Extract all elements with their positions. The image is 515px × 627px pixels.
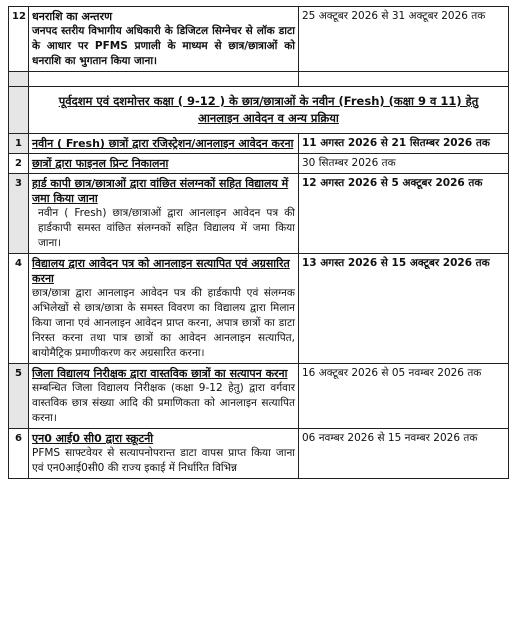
row-number: 6 (9, 429, 29, 479)
table-row (9, 429, 509, 479)
row-number: 1 (9, 134, 29, 154)
spacer-row (9, 72, 509, 87)
row-date: 16 अक्टूबर 2026 से 05 नवम्बर 2026 तक (299, 364, 509, 429)
row-title: धनराशि का अन्तरण (32, 10, 113, 23)
row-content (29, 364, 299, 429)
row-title: नवीन ( Fresh) छात्रों द्वारा रजिस्ट्रेशन/आनलाइन आवेदन करना (32, 137, 294, 150)
schedule-document (8, 6, 508, 479)
row-description: नवीन ( Fresh) छात्र/छात्राओं द्वारा आनलाइन आवेदन पत्र की हार्डकापी समस्त वांछित संलग्नकों सहित विद्यालय में जमा किया जाना। (38, 207, 295, 249)
row-description: छात्र/छात्रा द्वारा आनलाइन आवेदन पत्र की हार्डकापी एवं संलग्नक अभिलेखों से छात्र/छात्रा के समस्त विवरण का विद्यालय द्वारा मिलान किया जाना एवं आनलाइन आवेदन प्राप्त करना, अपात्र छात्रों का डाटा निरस्त करना तथा पात्र छात्रों का आवेदन आनलाइन सत्यापित, बायोमैट्रिक प्रमाणीकरण कर अग्रसारित करना। (32, 287, 295, 359)
row-title: एन0 आई0 सी0 द्वारा स्क्रूटनी (32, 432, 154, 445)
row-title: हार्ड कापी छात्र/छात्राओं द्वारा वांछित संलग्नकों सहित विद्यालय में जमा किया जाना (32, 177, 289, 205)
row-number: 4 (9, 254, 29, 364)
row-content (29, 429, 299, 479)
row-date: 30 सितम्बर 2026 तक (299, 154, 509, 174)
row-number: 3 (9, 174, 29, 254)
schedule-table (8, 6, 509, 479)
row-date: 12 अगस्त 2026 से 5 अक्टूबर 2026 तक (299, 174, 509, 254)
row-content (29, 154, 299, 174)
section-heading: पूर्वदशम एवं दशमोत्तर कक्षा ( 9-12 ) के छात्र/छात्राओं के नवीन (Fresh) (कक्षा 9 व 11) हेतु आनलाइन आवेदन व अन्य प्रक्रिया (29, 87, 509, 134)
table-row (9, 174, 509, 254)
row-date: 25 अक्टूबर 2026 से 31 अक्टूबर 2026 तक (299, 7, 509, 72)
table-row (9, 154, 509, 174)
row-description: PFMS साफ्टवेयर से सत्यापनोपरान्त डाटा वापस प्राप्त किया जाना एवं एन0आई0सी0 की राज्य इकाई में निर्धारित विभिन्न (32, 447, 295, 474)
row-number: 2 (9, 154, 29, 174)
row-date: 11 अगस्त 2026 से 21 सितम्बर 2026 तक (299, 134, 509, 154)
row-title: छात्रों द्वारा फाइनल प्रिन्ट निकालना (32, 157, 169, 170)
row-content (29, 254, 299, 364)
table-row (9, 364, 509, 429)
row-content (29, 174, 299, 254)
row-date: 06 नवम्बर 2026 से 15 नवम्बर 2026 तक (299, 429, 509, 479)
table-row (9, 134, 509, 154)
section-heading-row (9, 87, 509, 134)
row-title: विद्यालय द्वारा आवेदन पत्र को आनलाइन सत्यापित एवं अग्रसारित करना (32, 257, 290, 285)
row-title: जिला विद्यालय निरीक्षक द्वारा वास्तविक छात्रों का सत्यापन करना (32, 367, 288, 380)
row-number: 12 (9, 7, 29, 72)
table-row (9, 7, 509, 72)
row-content (29, 7, 299, 72)
row-description: सम्बन्धित जिला विद्यालय निरीक्षक (कक्षा 9-12 हेतु) द्वारा वर्गवार वास्तविक छात्र संख्या आदि की प्रमाणिकता को आनलाइन सत्यापित करना। (32, 382, 295, 424)
row-description: जनपद स्तरीय विभागीय अधिकारी के डिजिटल सिग्नेचर से लॉक डाटा के आधार पर PFMS प्रणाली के माध्यम से छात्र/छात्राओं को धनराशि का भुगतान किया जाना। (32, 25, 295, 67)
row-date: 13 अगस्त 2026 से 15 अक्टूबर 2026 तक (299, 254, 509, 364)
row-number: 5 (9, 364, 29, 429)
row-content (29, 134, 299, 154)
table-row (9, 254, 509, 364)
